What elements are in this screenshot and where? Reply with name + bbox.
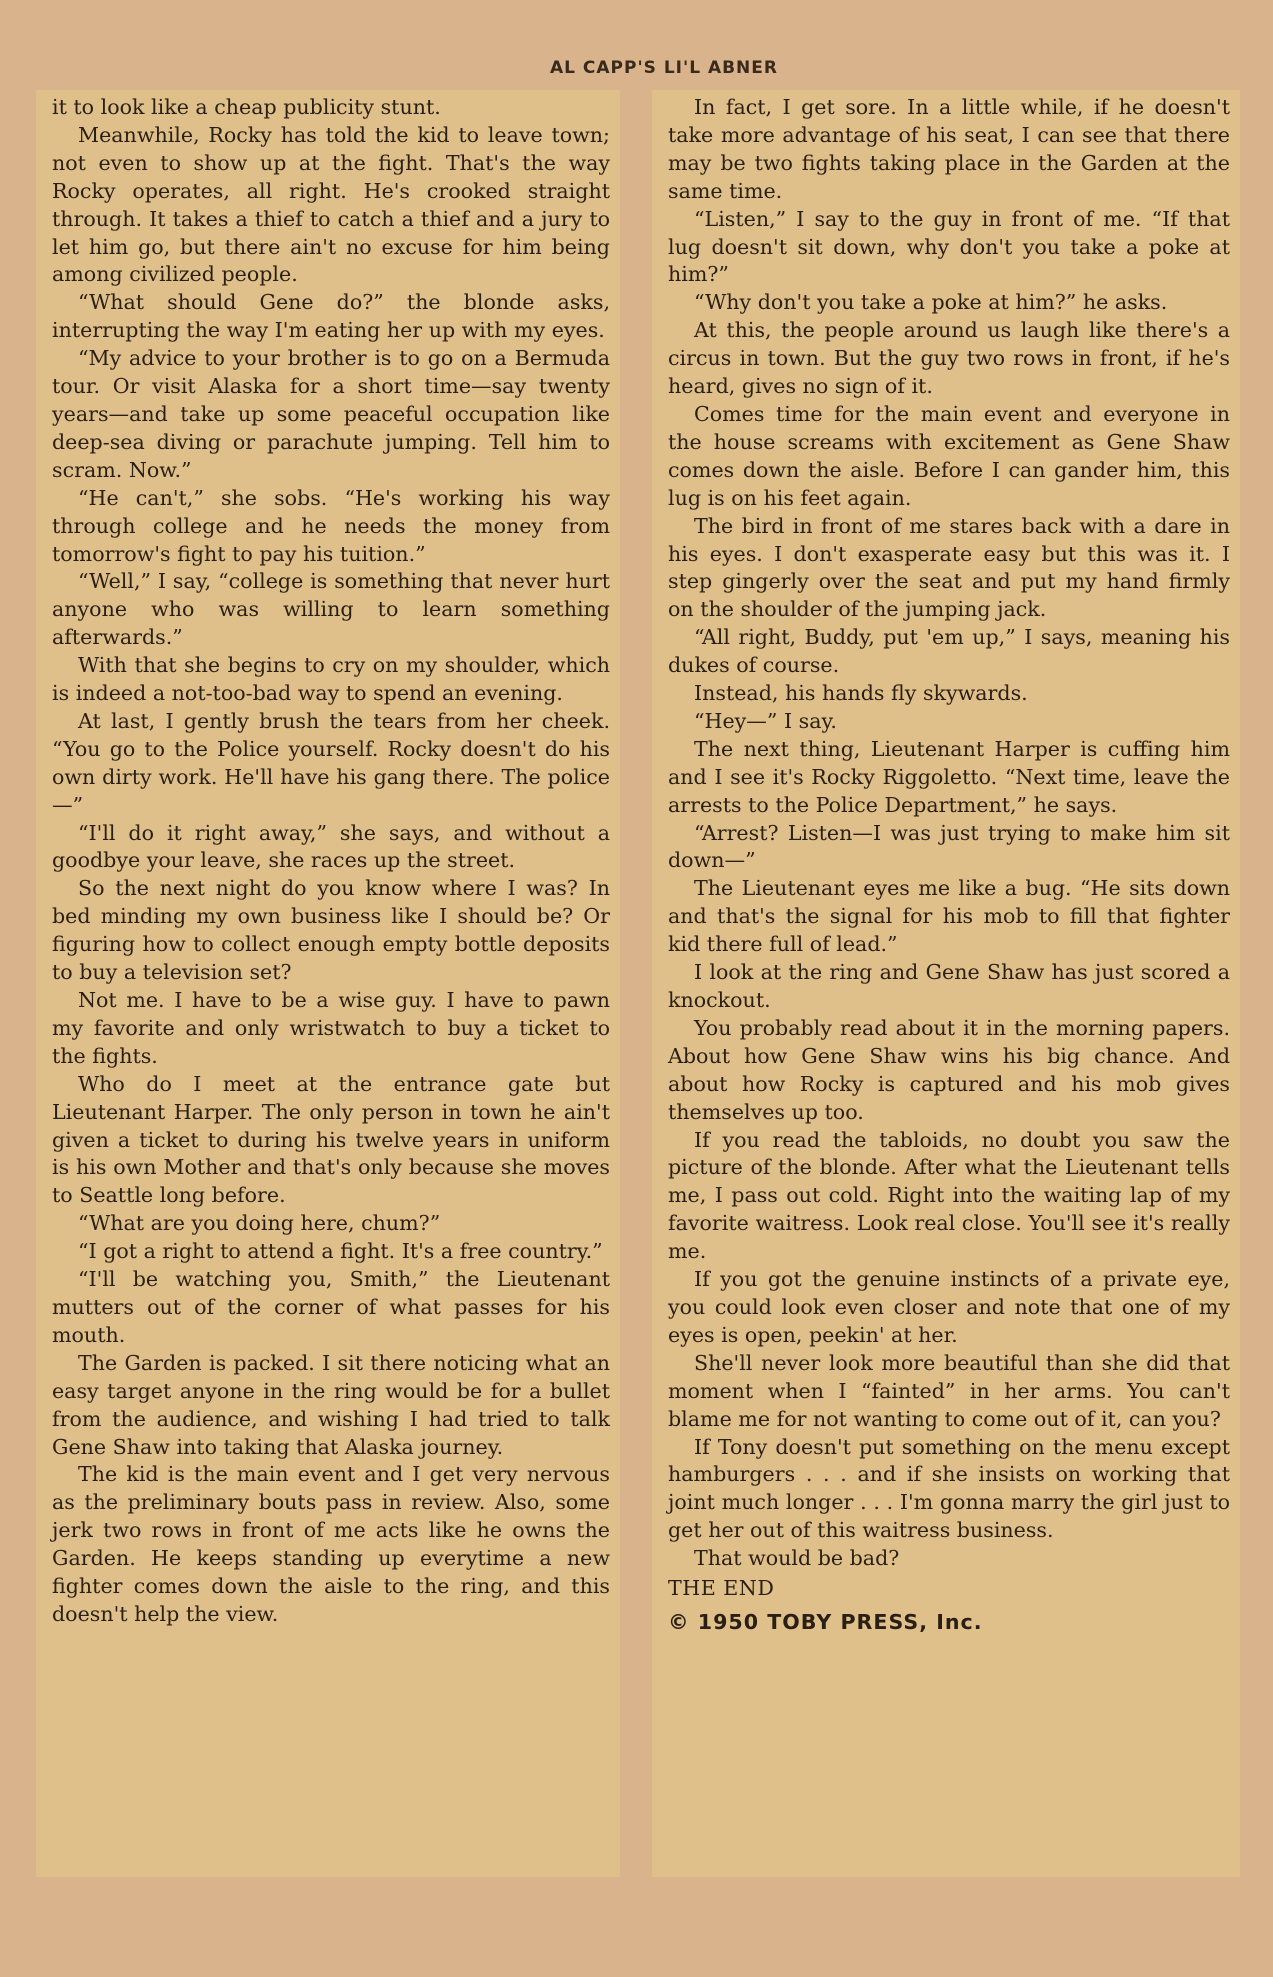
paragraph: “What are you doing here, chum?” <box>78 1211 441 1236</box>
paragraph: “I got a right to attend a fight. It's a free country.” <box>78 1239 603 1264</box>
paragraph: Instead, his hands fly skywards. <box>694 681 1028 706</box>
left-text-column <box>36 90 620 1877</box>
paragraph: At last, I gently brush the tears from her cheek. “You go to the Police yourself. Rocky doesn't do his own dirty work. He'll have his gang there. The police—” <box>52 708 610 817</box>
paragraph: The Lieutenant eyes me like a bug. “He sits down and that's the signal for his mob to fill that fighter kid there full of lead.” <box>668 876 1230 957</box>
paragraph: “He can't,” she sobs. “He's working his way through college and he needs the money from tomorrow's fight to pay his tuition.” <box>52 485 610 566</box>
paragraph: I look at the ring and Gene Shaw has just scored a knockout. <box>668 960 1230 1012</box>
paragraph: Who do I meet at the entrance gate but Lieutenant Harper. The only person in town he ain't given a ticket to during his twelve years in uniform is his own Mother and that's only because she moves to Seattle long before. <box>52 1071 610 1208</box>
paragraph: it to look like a cheap publicity stunt. <box>52 95 441 119</box>
page-header: AL CAPP'S LI'L ABNER <box>550 58 778 78</box>
paragraph: She'll never look more beautiful than she did that moment when I “fainted” in her arms. You can't blame me for not wanting to come out of it, can you? <box>668 1350 1230 1431</box>
copyright-notice: © 1950 TOBY PRESS, Inc. <box>668 1609 983 1634</box>
right-text-column <box>652 90 1240 1877</box>
paragraph: With that she begins to cry on my shoulder, which is indeed a not-too-bad way to spend an evening. <box>52 653 610 706</box>
paragraph: You probably read about it in the morning papers. About how Gene Shaw wins his big chance. And about how Rocky is captured and his mob gives themselves up too. <box>668 1015 1230 1124</box>
paragraph: The kid is the main event and I get very nervous as the preliminary bouts pass in review. Also, some jerk two rows in front of me acts like he owns the Garden. He keeps standing up everytime a new fighter comes down the aisle to the ring, and this doesn't help the view. <box>52 1462 610 1626</box>
paragraph: At this, the people around us laugh like there's a circus in town. But the guy two rows in front, if he's heard, gives no sign of it. <box>668 318 1230 399</box>
paragraph: Comes time for the main event and everyone in the house screams with excitement as Gene Shaw comes down the aisle. Before I can gander him, this lug is on his feet again. <box>668 401 1230 510</box>
paragraph: Meanwhile, Rocky has told the kid to leave town; not even to show up at the fight. That's the way Rocky operates, all right. He's crooked straight through. It takes a thief to catch a thief and a jury to let him go, but there ain't no excuse for him being among civilized people. <box>52 122 610 287</box>
paragraph: The Garden is packed. I sit there noticing what an easy target anyone in the ring would be for a bullet from the audience, and wishing I had tried to talk Gene Shaw into taking that Alaska journey. <box>52 1350 610 1459</box>
paragraph: “Well,” I say, “college is something that never hurt anyone who was willing to learn something afterwards.” <box>52 569 610 650</box>
paragraph: “What should Gene do?” the blonde asks, interrupting the way I'm eating her up with my eyes. <box>52 290 610 343</box>
paragraph: “Arrest? Listen—I was just trying to make him sit down—” <box>668 820 1230 873</box>
paragraph: Not me. I have to be a wise guy. I have to pawn my favorite and only wristwatch to buy a ticket to the fights. <box>52 988 610 1068</box>
paragraph: If you got the genuine instincts of a private eye, you could look even closer and note that one of my eyes is open, peekin' at her. <box>668 1267 1230 1347</box>
paragraph: If you read the tabloids, no doubt you saw the picture of the blonde. After what the Lieutenant tells me, I pass out cold. Right into the waiting lap of my favorite waitress. Look real close. You'll see it's really me. <box>668 1127 1230 1264</box>
paragraph: “All right, Buddy, put 'em up,” I says, meaning his dukes of course. <box>668 625 1230 678</box>
paragraph: That would be bad? <box>694 1546 900 1571</box>
paragraph: “My advice to your brother is to go on a Bermuda tour. Or visit Alaska for a short time—say twenty years—and take up some peaceful occupation like deep-sea diving or parachute jumping. Tell him to scram. Now.” <box>52 346 610 482</box>
paragraph: “Hey—” I say. <box>694 708 837 733</box>
paragraph: “Listen,” I say to the guy in front of me. “If that lug doesn't sit down, why don't you take a poke at him?” <box>668 206 1230 287</box>
paragraph: In fact, I get sore. In a little while, if he doesn't take more advantage of his seat, I can see that there may be two fights taking place in the Garden at the same time. <box>668 95 1230 203</box>
paragraph: So the next night do you know where I was? In bed minding my own business like I should be? Or figuring how to collect enough empty bottle deposits to buy a television set? <box>52 876 610 985</box>
paragraph: The bird in front of me stares back with a dare in his eyes. I don't exasperate easy but this was it. I step gingerly over the seat and put my hand firmly on the shoulder of the jumping jack. <box>668 513 1230 622</box>
paragraph: If Tony doesn't put something on the menu except hamburgers . . . and if she insists on working that joint much longer . . . I'm gonna marry the girl just to get her out of this waitress business. <box>668 1434 1230 1543</box>
paragraph: “Why don't you take a poke at him?” he asks. <box>694 290 1168 315</box>
paragraph: “I'll be watching you, Smith,” the Lieutenant mutters out of the corner of what passes for his mouth. <box>52 1267 610 1347</box>
paragraph: “I'll do it right away,” she says, and without a goodbye your leave, she races up the street. <box>52 820 610 873</box>
paragraph: The next thing, Lieutenant Harper is cuffing him and I see it's Rocky Riggoletto. “Next time, leave the arrests to the Police Department,” he says. <box>668 736 1230 817</box>
the-end-label: THE END <box>668 1576 775 1601</box>
